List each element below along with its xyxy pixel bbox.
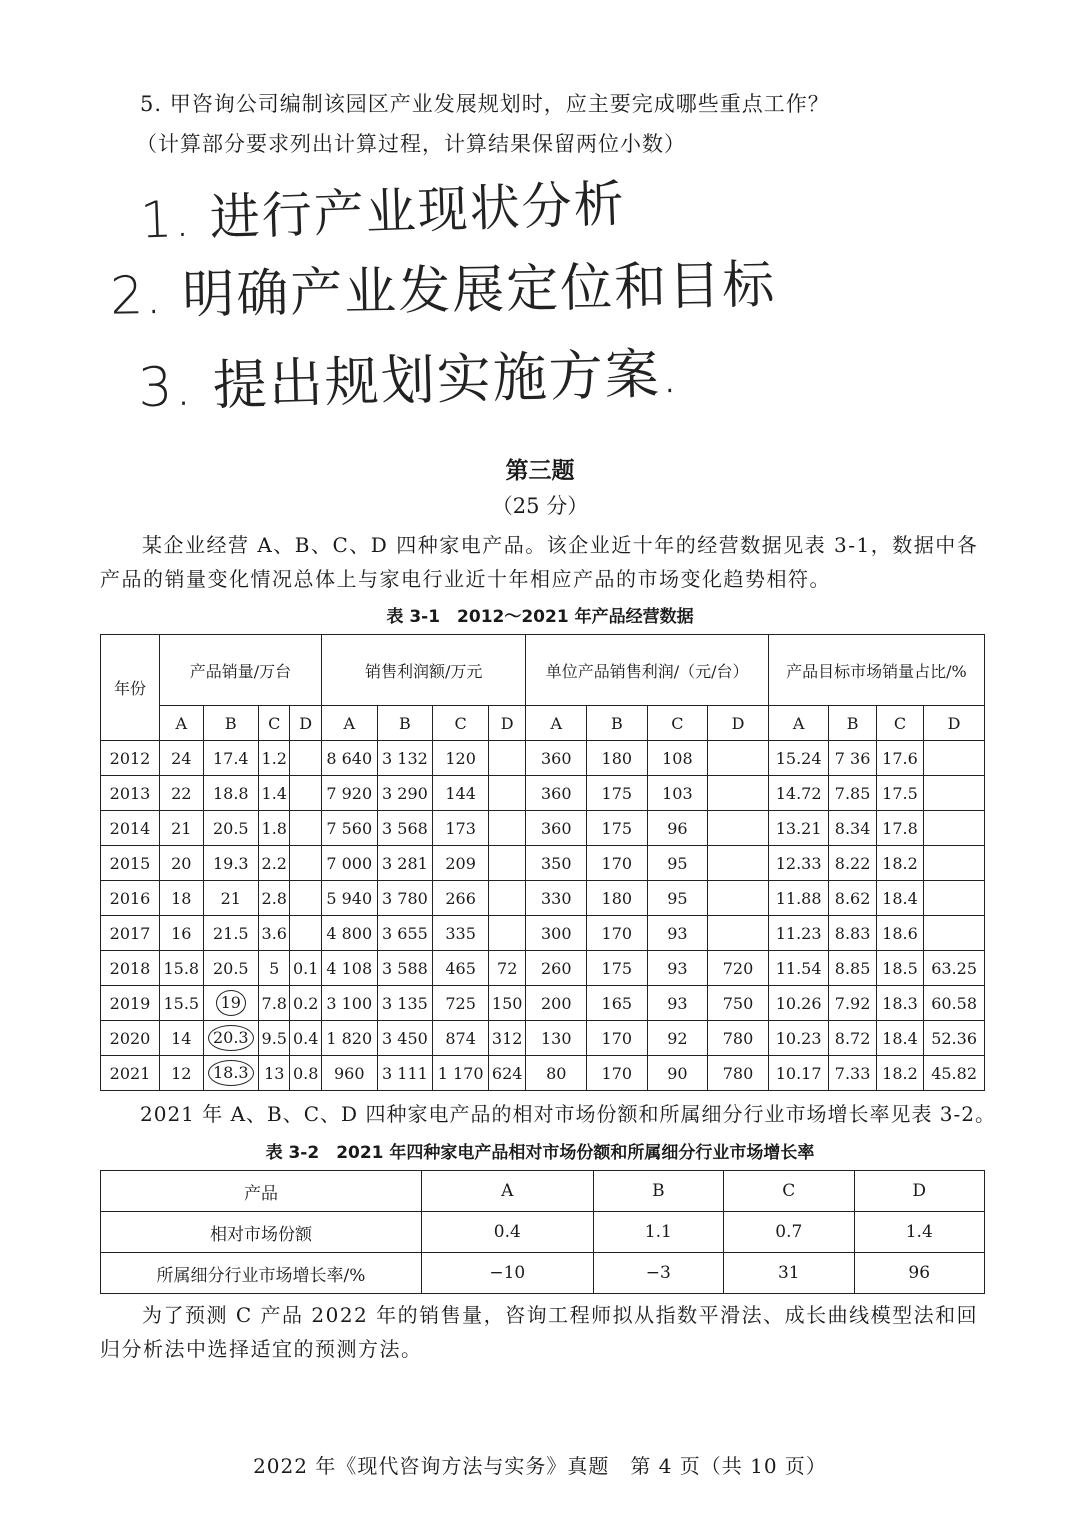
data-cell: 209: [433, 846, 489, 881]
row-label: 相对市场份额: [101, 1212, 422, 1253]
data-cell: 7.92: [829, 986, 876, 1021]
data-cell: −10: [422, 1253, 594, 1294]
circled-value: 20.3: [208, 1025, 254, 1051]
data-cell: 144: [433, 776, 489, 811]
data-cell: [488, 741, 526, 776]
data-cell: 10.26: [768, 986, 829, 1021]
data-cell: 95: [647, 846, 708, 881]
data-cell: 3 290: [377, 776, 433, 811]
data-cell: 11.54: [768, 951, 829, 986]
header-cell: C: [724, 1171, 854, 1212]
year-cell: 2017: [101, 916, 160, 951]
sub-header: A: [768, 706, 829, 741]
data-cell: [708, 916, 769, 951]
data-cell: 93: [647, 986, 708, 1021]
data-cell: 8.22: [829, 846, 876, 881]
data-cell: 7 560: [321, 811, 377, 846]
header-cell: A: [422, 1171, 594, 1212]
data-cell: 18.4: [876, 881, 923, 916]
data-cell: 15.5: [160, 986, 204, 1021]
data-cell: 780: [708, 1021, 769, 1056]
year-cell: 2015: [101, 846, 160, 881]
data-cell: 350: [526, 846, 587, 881]
data-cell: 4 800: [321, 916, 377, 951]
data-cell: 1.1: [593, 1212, 723, 1253]
data-cell: 18.5: [876, 951, 923, 986]
data-cell: [290, 846, 321, 881]
sub-header: D: [488, 706, 526, 741]
data-cell: 130: [526, 1021, 587, 1056]
data-cell: 360: [526, 811, 587, 846]
data-cell: [708, 776, 769, 811]
data-cell: 18.2: [876, 846, 923, 881]
data-cell: 1.4: [259, 776, 290, 811]
data-cell: 1.8: [259, 811, 290, 846]
data-cell: 31: [724, 1253, 854, 1294]
year-cell: 2016: [101, 881, 160, 916]
data-cell: 8 640: [321, 741, 377, 776]
data-cell: 260: [526, 951, 587, 986]
data-cell: 12: [160, 1056, 204, 1091]
handwritten-answer-3: 3. 提出规划实施方案.: [137, 341, 681, 420]
data-cell: 60.58: [924, 986, 985, 1021]
data-cell: 8.85: [829, 951, 876, 986]
sub-header: D: [290, 706, 321, 741]
data-cell: 300: [526, 916, 587, 951]
data-cell: 0.4: [290, 1021, 321, 1056]
table-row: [101, 1212, 985, 1253]
circled-value: 18.3: [208, 1060, 254, 1086]
data-cell: −3: [593, 1253, 723, 1294]
header-cell: B: [593, 1171, 723, 1212]
data-cell: 175: [587, 776, 648, 811]
section-title: 第三题: [505, 458, 575, 484]
data-cell: 17.6: [876, 741, 923, 776]
data-cell: 465: [433, 951, 489, 986]
data-cell: 720: [708, 951, 769, 986]
group-header-sales: 产品销量/万台: [160, 635, 322, 706]
year-header: 年份: [101, 635, 160, 741]
data-cell: 960: [321, 1056, 377, 1091]
data-cell: 170: [587, 1021, 648, 1056]
sub-header: C: [433, 706, 489, 741]
data-cell: 3.6: [259, 916, 290, 951]
data-cell: 18.3: [876, 986, 923, 1021]
page-footer: 2022 年《现代咨询方法与实务》真题 第 4 页（共 10 页）: [253, 1454, 827, 1478]
data-cell: 3 568: [377, 811, 433, 846]
intro-paragraph: 某企业经营 A、B、C、D 四种家电产品。该企业近十年的经营数据见表 3-1，数据中各产品的销量变化情况总体上与家电行业近十年相应产品的市场变化趋势相符。: [100, 533, 979, 591]
data-cell: 90: [647, 1056, 708, 1091]
header-cell: D: [854, 1171, 985, 1212]
group-header-profit: 销售利润额/万元: [321, 635, 526, 706]
data-cell: 8.72: [829, 1021, 876, 1056]
closing-paragraph: 为了预测 C 产品 2022 年的销售量，咨询工程师拟从指数平滑法、成长曲线模型法和回归分析法中选择适宜的预测方法。: [100, 1303, 979, 1361]
data-cell: 96: [854, 1253, 985, 1294]
data-cell: [488, 811, 526, 846]
table-row: [101, 881, 985, 916]
table-header-row: [101, 1171, 985, 1212]
data-cell: 175: [587, 951, 648, 986]
table-row: [101, 1021, 985, 1056]
data-cell: 360: [526, 776, 587, 811]
row-label: 所属细分行业市场增长率/%: [101, 1253, 422, 1294]
data-cell: 330: [526, 881, 587, 916]
data-cell: 170: [587, 916, 648, 951]
data-cell: 20.5: [203, 811, 258, 846]
sub-header: C: [876, 706, 923, 741]
data-cell: 173: [433, 811, 489, 846]
sub-header: D: [708, 706, 769, 741]
data-cell: 5 940: [321, 881, 377, 916]
data-cell: [203, 1021, 258, 1056]
data-cell: 15.8: [160, 951, 204, 986]
data-cell: 95: [647, 881, 708, 916]
data-cell: 15.24: [768, 741, 829, 776]
data-cell: 360: [526, 741, 587, 776]
sub-header: A: [526, 706, 587, 741]
data-cell: 3 281: [377, 846, 433, 881]
year-cell: 2013: [101, 776, 160, 811]
data-cell: 5: [259, 951, 290, 986]
data-cell: 17.4: [203, 741, 258, 776]
data-cell: 18.8: [203, 776, 258, 811]
data-cell: [488, 881, 526, 916]
data-cell: 0.1: [290, 951, 321, 986]
table-row: [101, 741, 985, 776]
data-cell: [203, 1056, 258, 1091]
data-cell: [290, 811, 321, 846]
data-cell: 18: [160, 881, 204, 916]
data-cell: 8.62: [829, 881, 876, 916]
data-cell: 16: [160, 916, 204, 951]
data-cell: 93: [647, 916, 708, 951]
data-cell: [924, 881, 985, 916]
data-cell: 7.8: [259, 986, 290, 1021]
data-cell: 72: [488, 951, 526, 986]
data-cell: 11.88: [768, 881, 829, 916]
data-cell: 14: [160, 1021, 204, 1056]
data-cell: 11.23: [768, 916, 829, 951]
data-cell: 8.83: [829, 916, 876, 951]
table-3-1: [100, 634, 985, 1091]
data-cell: [708, 846, 769, 881]
group-header-unit-profit: 单位产品销售利润/（元/台）: [526, 635, 768, 706]
year-cell: 2018: [101, 951, 160, 986]
data-cell: 725: [433, 986, 489, 1021]
data-cell: 17.5: [876, 776, 923, 811]
data-cell: 150: [488, 986, 526, 1021]
table1-caption: 表 3-1 2012～2021 年产品经营数据: [386, 607, 694, 627]
data-cell: [290, 776, 321, 811]
data-cell: 200: [526, 986, 587, 1021]
data-cell: 93: [647, 951, 708, 986]
data-cell: [708, 741, 769, 776]
data-cell: 780: [708, 1056, 769, 1091]
table-row: [101, 1253, 985, 1294]
data-cell: [290, 741, 321, 776]
data-cell: 3 450: [377, 1021, 433, 1056]
year-cell: 2012: [101, 741, 160, 776]
data-cell: 10.23: [768, 1021, 829, 1056]
sub-header: C: [647, 706, 708, 741]
table-row: [101, 811, 985, 846]
data-cell: 3 135: [377, 986, 433, 1021]
year-cell: 2019: [101, 986, 160, 1021]
data-cell: 180: [587, 741, 648, 776]
data-cell: 2.2: [259, 846, 290, 881]
group-header-share: 产品目标市场销量占比/%: [768, 635, 984, 706]
data-cell: [290, 881, 321, 916]
data-cell: 45.82: [924, 1056, 985, 1091]
data-cell: [924, 916, 985, 951]
table-row: [101, 916, 985, 951]
header-cell: 产品: [101, 1171, 422, 1212]
data-cell: 7 920: [321, 776, 377, 811]
data-cell: 874: [433, 1021, 489, 1056]
table-row: [101, 776, 985, 811]
sub-header: B: [377, 706, 433, 741]
data-cell: 10.17: [768, 1056, 829, 1091]
data-cell: 17.8: [876, 811, 923, 846]
data-cell: 108: [647, 741, 708, 776]
data-cell: 335: [433, 916, 489, 951]
table2-intro: 2021 年 A、B、C、D 四种家电产品的相对市场份额和所属细分行业市场增长率见表 3-2。: [140, 1102, 997, 1126]
data-cell: 80: [526, 1056, 587, 1091]
data-cell: 1 820: [321, 1021, 377, 1056]
data-cell: 1 170: [433, 1056, 489, 1091]
data-cell: 18.6: [876, 916, 923, 951]
sub-header: B: [203, 706, 258, 741]
data-cell: [708, 881, 769, 916]
data-cell: 21.5: [203, 916, 258, 951]
sub-header: B: [829, 706, 876, 741]
data-cell: 3 780: [377, 881, 433, 916]
table-row: [101, 846, 985, 881]
data-cell: [924, 846, 985, 881]
table-row: [101, 986, 985, 1021]
handwritten-answer-1: 1. 进行产业现状分析: [139, 174, 627, 250]
data-cell: 0.7: [724, 1212, 854, 1253]
table-3-2: [100, 1170, 985, 1294]
handwritten-answer-2: 2. 明确产业发展定位和目标: [109, 255, 777, 327]
calculation-note: （计算部分要求列出计算过程，计算结果保留两位小数）: [136, 132, 686, 156]
data-cell: 13: [259, 1056, 290, 1091]
question-5: 5. 甲咨询公司编制该园区产业发展规划时，应主要完成哪些重点工作？: [140, 92, 830, 116]
data-cell: 0.4: [422, 1212, 594, 1253]
data-cell: [488, 846, 526, 881]
data-cell: 0.2: [290, 986, 321, 1021]
data-cell: 1.2: [259, 741, 290, 776]
data-cell: [203, 986, 258, 1021]
data-cell: 18.4: [876, 1021, 923, 1056]
data-cell: 266: [433, 881, 489, 916]
data-cell: 170: [587, 1056, 648, 1091]
data-cell: 20.5: [203, 951, 258, 986]
data-cell: 20: [160, 846, 204, 881]
data-cell: 3 100: [321, 986, 377, 1021]
table-row: [101, 1056, 985, 1091]
data-cell: 312: [488, 1021, 526, 1056]
sub-header: C: [259, 706, 290, 741]
data-cell: 14.72: [768, 776, 829, 811]
data-cell: [924, 811, 985, 846]
data-cell: 12.33: [768, 846, 829, 881]
data-cell: 3 588: [377, 951, 433, 986]
data-cell: 3 111: [377, 1056, 433, 1091]
data-cell: 96: [647, 811, 708, 846]
table2-caption: 表 3-2 2021 年四种家电产品相对市场份额和所属细分行业市场增长率: [265, 1143, 815, 1163]
data-cell: 7.85: [829, 776, 876, 811]
data-cell: 120: [433, 741, 489, 776]
data-cell: 24: [160, 741, 204, 776]
data-cell: 19.3: [203, 846, 258, 881]
data-cell: 1.4: [854, 1212, 985, 1253]
data-cell: 170: [587, 846, 648, 881]
year-cell: 2014: [101, 811, 160, 846]
data-cell: 2.8: [259, 881, 290, 916]
data-cell: 624: [488, 1056, 526, 1091]
sub-header: B: [587, 706, 648, 741]
data-cell: 165: [587, 986, 648, 1021]
data-cell: 63.25: [924, 951, 985, 986]
data-cell: [708, 811, 769, 846]
data-cell: 18.2: [876, 1056, 923, 1091]
data-cell: 9.5: [259, 1021, 290, 1056]
data-cell: 22: [160, 776, 204, 811]
data-cell: 52.36: [924, 1021, 985, 1056]
data-cell: 750: [708, 986, 769, 1021]
data-cell: 7.33: [829, 1056, 876, 1091]
sub-header: A: [160, 706, 204, 741]
data-cell: 7 36: [829, 741, 876, 776]
year-cell: 2020: [101, 1021, 160, 1056]
sub-header: A: [321, 706, 377, 741]
data-cell: 13.21: [768, 811, 829, 846]
data-cell: [290, 916, 321, 951]
data-cell: 175: [587, 811, 648, 846]
data-cell: 4 108: [321, 951, 377, 986]
circled-value: 19: [216, 990, 246, 1016]
data-cell: 103: [647, 776, 708, 811]
sub-header: D: [924, 706, 985, 741]
year-cell: 2021: [101, 1056, 160, 1091]
data-cell: [488, 776, 526, 811]
data-cell: [488, 916, 526, 951]
data-cell: 21: [203, 881, 258, 916]
data-cell: [924, 776, 985, 811]
data-cell: 0.8: [290, 1056, 321, 1091]
data-cell: 180: [587, 881, 648, 916]
data-cell: 3 132: [377, 741, 433, 776]
data-cell: 92: [647, 1021, 708, 1056]
data-cell: 21: [160, 811, 204, 846]
section-score: （25 分）: [491, 494, 589, 518]
table-row: [101, 951, 985, 986]
data-cell: 8.34: [829, 811, 876, 846]
data-cell: 7 000: [321, 846, 377, 881]
data-cell: [924, 741, 985, 776]
data-cell: 3 655: [377, 916, 433, 951]
